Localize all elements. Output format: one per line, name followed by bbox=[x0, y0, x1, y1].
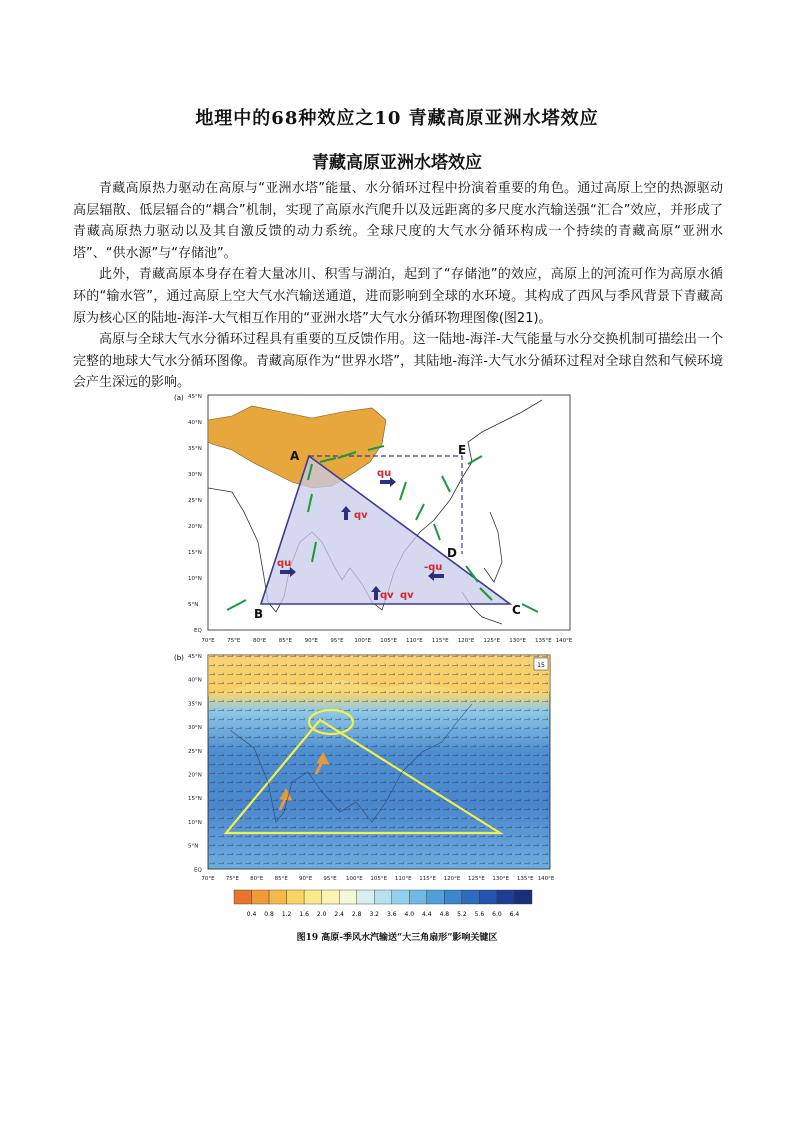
lon-tick-label: 105°E bbox=[370, 876, 388, 882]
lon-tick-label: 80°E bbox=[252, 638, 267, 644]
lat-tick-label: 20°N bbox=[188, 772, 202, 779]
colorbar-swatch bbox=[252, 890, 270, 904]
lat-tick-label: 30°N bbox=[188, 472, 202, 478]
colorbar-tick-label: 0.8 bbox=[264, 911, 274, 918]
figure-b-map bbox=[172, 652, 572, 890]
paragraph-3: 高原与全球大气水分循环过程具有重要的互反馈作用。这一陆地-海洋-大气能量与水分交换机制可描绘出一个完整的地球大气水分循环图像。青藏高原作为“世界水塔”，其陆地-海洋-大气水分循环过程对全球自然和气候环境会产生深远的影响。 bbox=[73, 332, 723, 391]
figure-b bbox=[172, 652, 572, 890]
lon-tick-label: 115°E bbox=[419, 876, 436, 882]
figure-b-lat-axis bbox=[188, 654, 202, 873]
colorbar-tick-label: 1.2 bbox=[281, 911, 292, 918]
body-text bbox=[73, 178, 723, 394]
lon-tick-label: 125°E bbox=[483, 638, 501, 644]
colorbar-swatch bbox=[392, 890, 410, 904]
lon-tick-label: 135°E bbox=[516, 876, 534, 882]
colorbar bbox=[228, 888, 538, 922]
paragraph-2: 此外，青藏高原本身存在着大量冰川、积雪与湖泊，起到了“存储池”的效应，高原上的河流可作为高原水循环的“输水管”，通过高原上空大气水汽输送通道，进而影响到全球的水环境。其构成了西风与季风背景下青藏高原为核心区的陆地-海洋-大气相互作用的“亚洲水塔”大气水分循环物理图像(图21)。 bbox=[73, 267, 723, 326]
lon-tick-label: 140°E bbox=[537, 876, 555, 882]
lon-tick-label: 75°E bbox=[225, 876, 240, 882]
figure-caption: 图19 高原-季风水汽输送“大三角扇形”影响关键区 bbox=[296, 933, 498, 943]
figure-a-map bbox=[172, 392, 572, 648]
lat-tick-label: 35°N bbox=[188, 701, 202, 708]
flux-label: qv bbox=[400, 590, 414, 601]
colorbar-swatch bbox=[322, 890, 340, 904]
colorbar-tick-label: 5.6 bbox=[474, 911, 485, 918]
lon-tick-label: 85°E bbox=[274, 876, 288, 882]
colorbar-tick-label: 2.0 bbox=[316, 911, 327, 918]
colorbar-swatch bbox=[357, 890, 375, 904]
scale-label: 15 bbox=[537, 662, 545, 669]
lon-tick-label: 125°E bbox=[468, 876, 485, 882]
lon-tick-label: 75°E bbox=[227, 638, 241, 644]
lon-tick-label: 80°E bbox=[250, 876, 264, 882]
document-title: 地理中的68种效应之10 青藏高原亚洲水塔效应 bbox=[195, 108, 599, 129]
paragraph-1: 青藏高原热力驱动在高原与“亚洲水塔”能量、水分循环过程中扮演着重要的角色。通过高原上空的热源驱动高层辐散、低层辐合的“耦合”机制，实现了高原水汽爬升以及远距离的多尺度水汽输送强“汇合”效应，并形成了青藏高原热力驱动以及其自激反馈的动力系统。全球尺度的大气水分循环构成一个持续的青藏高原“亚洲水塔”、“供水源”与“存储池”。 bbox=[73, 181, 723, 261]
colorbar-tick-label: 6.4 bbox=[509, 911, 520, 918]
colorbar-swatch bbox=[514, 890, 532, 904]
section-title: 青藏高原亚洲水塔效应 bbox=[312, 153, 482, 173]
lon-tick-label: 120°E bbox=[443, 876, 461, 882]
colorbar-swatch bbox=[269, 890, 287, 904]
figure-a-panel-label: (a) bbox=[174, 394, 184, 402]
lat-tick-label: EQ bbox=[194, 867, 202, 874]
colorbar-swatch bbox=[234, 890, 252, 904]
colorbar-tick-label: 6.0 bbox=[492, 911, 502, 918]
lon-tick-label: 95°E bbox=[330, 638, 344, 644]
colorbar-swatch bbox=[444, 890, 462, 904]
colorbar-tick-label: 2.8 bbox=[351, 911, 362, 918]
lat-tick-label: 10°N bbox=[188, 819, 202, 826]
figure-a bbox=[172, 392, 572, 648]
colorbar-tick-label: 4.4 bbox=[422, 911, 432, 918]
lat-tick-label: 45°N bbox=[188, 654, 202, 660]
lat-tick-label: 5°N bbox=[188, 843, 199, 850]
lon-tick-label: 100°E bbox=[346, 876, 363, 882]
colorbar-tick-label: 3.6 bbox=[386, 911, 397, 918]
vertex-c-label: C bbox=[512, 603, 521, 617]
colorbar-swatch bbox=[479, 890, 497, 904]
lon-tick-label: 70°E bbox=[201, 638, 215, 644]
lat-tick-label: 20°N bbox=[188, 524, 202, 530]
lat-tick-label: 15°N bbox=[188, 550, 202, 556]
lat-tick-label: 45°N bbox=[188, 394, 202, 400]
lon-tick-label: 110°E bbox=[394, 876, 412, 882]
lat-tick-label: 25°N bbox=[188, 748, 202, 755]
lon-tick-label: 105°E bbox=[380, 638, 397, 644]
colorbar-swatch bbox=[427, 890, 445, 904]
lon-tick-label: 115°E bbox=[431, 638, 449, 644]
lon-tick-label: 135°E bbox=[535, 638, 552, 644]
flux-label: qv bbox=[354, 510, 368, 521]
vertex-e-label: E bbox=[458, 443, 467, 457]
figure-b-lon-axis bbox=[201, 876, 554, 882]
colorbar-swatch bbox=[497, 890, 515, 904]
colorbar-tick-label: 1.6 bbox=[299, 911, 309, 918]
colorbar-svg bbox=[228, 888, 538, 922]
lon-tick-label: 85°E bbox=[278, 638, 293, 644]
lat-tick-label: 15°N bbox=[188, 796, 202, 803]
lon-tick-label: 110°E bbox=[406, 638, 423, 644]
lon-tick-label: 90°E bbox=[298, 876, 313, 882]
figure-b-panel-label: (b) bbox=[174, 654, 184, 662]
vertex-d-label: D bbox=[447, 546, 457, 560]
flux-label: qu bbox=[277, 558, 292, 569]
lat-tick-label: 40°N bbox=[188, 420, 202, 426]
colorbar-swatch bbox=[304, 890, 322, 904]
colorbar-tick-label: 0.4 bbox=[246, 911, 257, 918]
lon-tick-label: 140°E bbox=[555, 638, 572, 644]
lon-tick-label: 130°E bbox=[492, 876, 510, 882]
vertex-a-label: A bbox=[290, 449, 300, 463]
lon-tick-label: 90°E bbox=[304, 638, 318, 644]
wind-vectors bbox=[208, 655, 550, 869]
colorbar-swatch bbox=[339, 890, 357, 904]
lon-tick-label: 100°E bbox=[354, 638, 372, 644]
figure-a-lat-axis bbox=[188, 394, 202, 634]
lat-tick-label: 5°N bbox=[188, 602, 199, 608]
lon-tick-label: 120°E bbox=[457, 638, 475, 644]
lat-tick-label: 25°N bbox=[188, 498, 202, 504]
lon-tick-label: 95°E bbox=[323, 876, 337, 882]
flux-label: qv bbox=[380, 590, 394, 601]
flux-label: -qu bbox=[424, 562, 443, 573]
colorbar-tick-label: 4.8 bbox=[439, 911, 450, 918]
colorbar-tick-label: 2.4 bbox=[334, 911, 344, 918]
colorbar-tick-label: 5.2 bbox=[457, 911, 467, 918]
lat-tick-label: EQ bbox=[194, 628, 202, 634]
vertex-b-label: B bbox=[254, 607, 264, 621]
flux-label: qu bbox=[377, 468, 392, 479]
lat-tick-label: 10°N bbox=[188, 576, 202, 582]
colorbar-swatch bbox=[462, 890, 480, 904]
colorbar-tick-label: 4.0 bbox=[404, 911, 415, 918]
colorbar-swatch bbox=[374, 890, 392, 904]
lon-tick-label: 70°E bbox=[201, 876, 215, 882]
colorbar-swatch bbox=[287, 890, 305, 904]
lat-tick-label: 30°N bbox=[188, 725, 202, 732]
colorbar-tick-label: 3.2 bbox=[369, 911, 380, 918]
lat-tick-label: 40°N bbox=[188, 677, 202, 684]
figure-a-lon-axis bbox=[201, 638, 572, 644]
lon-tick-label: 130°E bbox=[509, 638, 526, 644]
lat-tick-label: 35°N bbox=[188, 446, 202, 452]
colorbar-swatch bbox=[409, 890, 427, 904]
